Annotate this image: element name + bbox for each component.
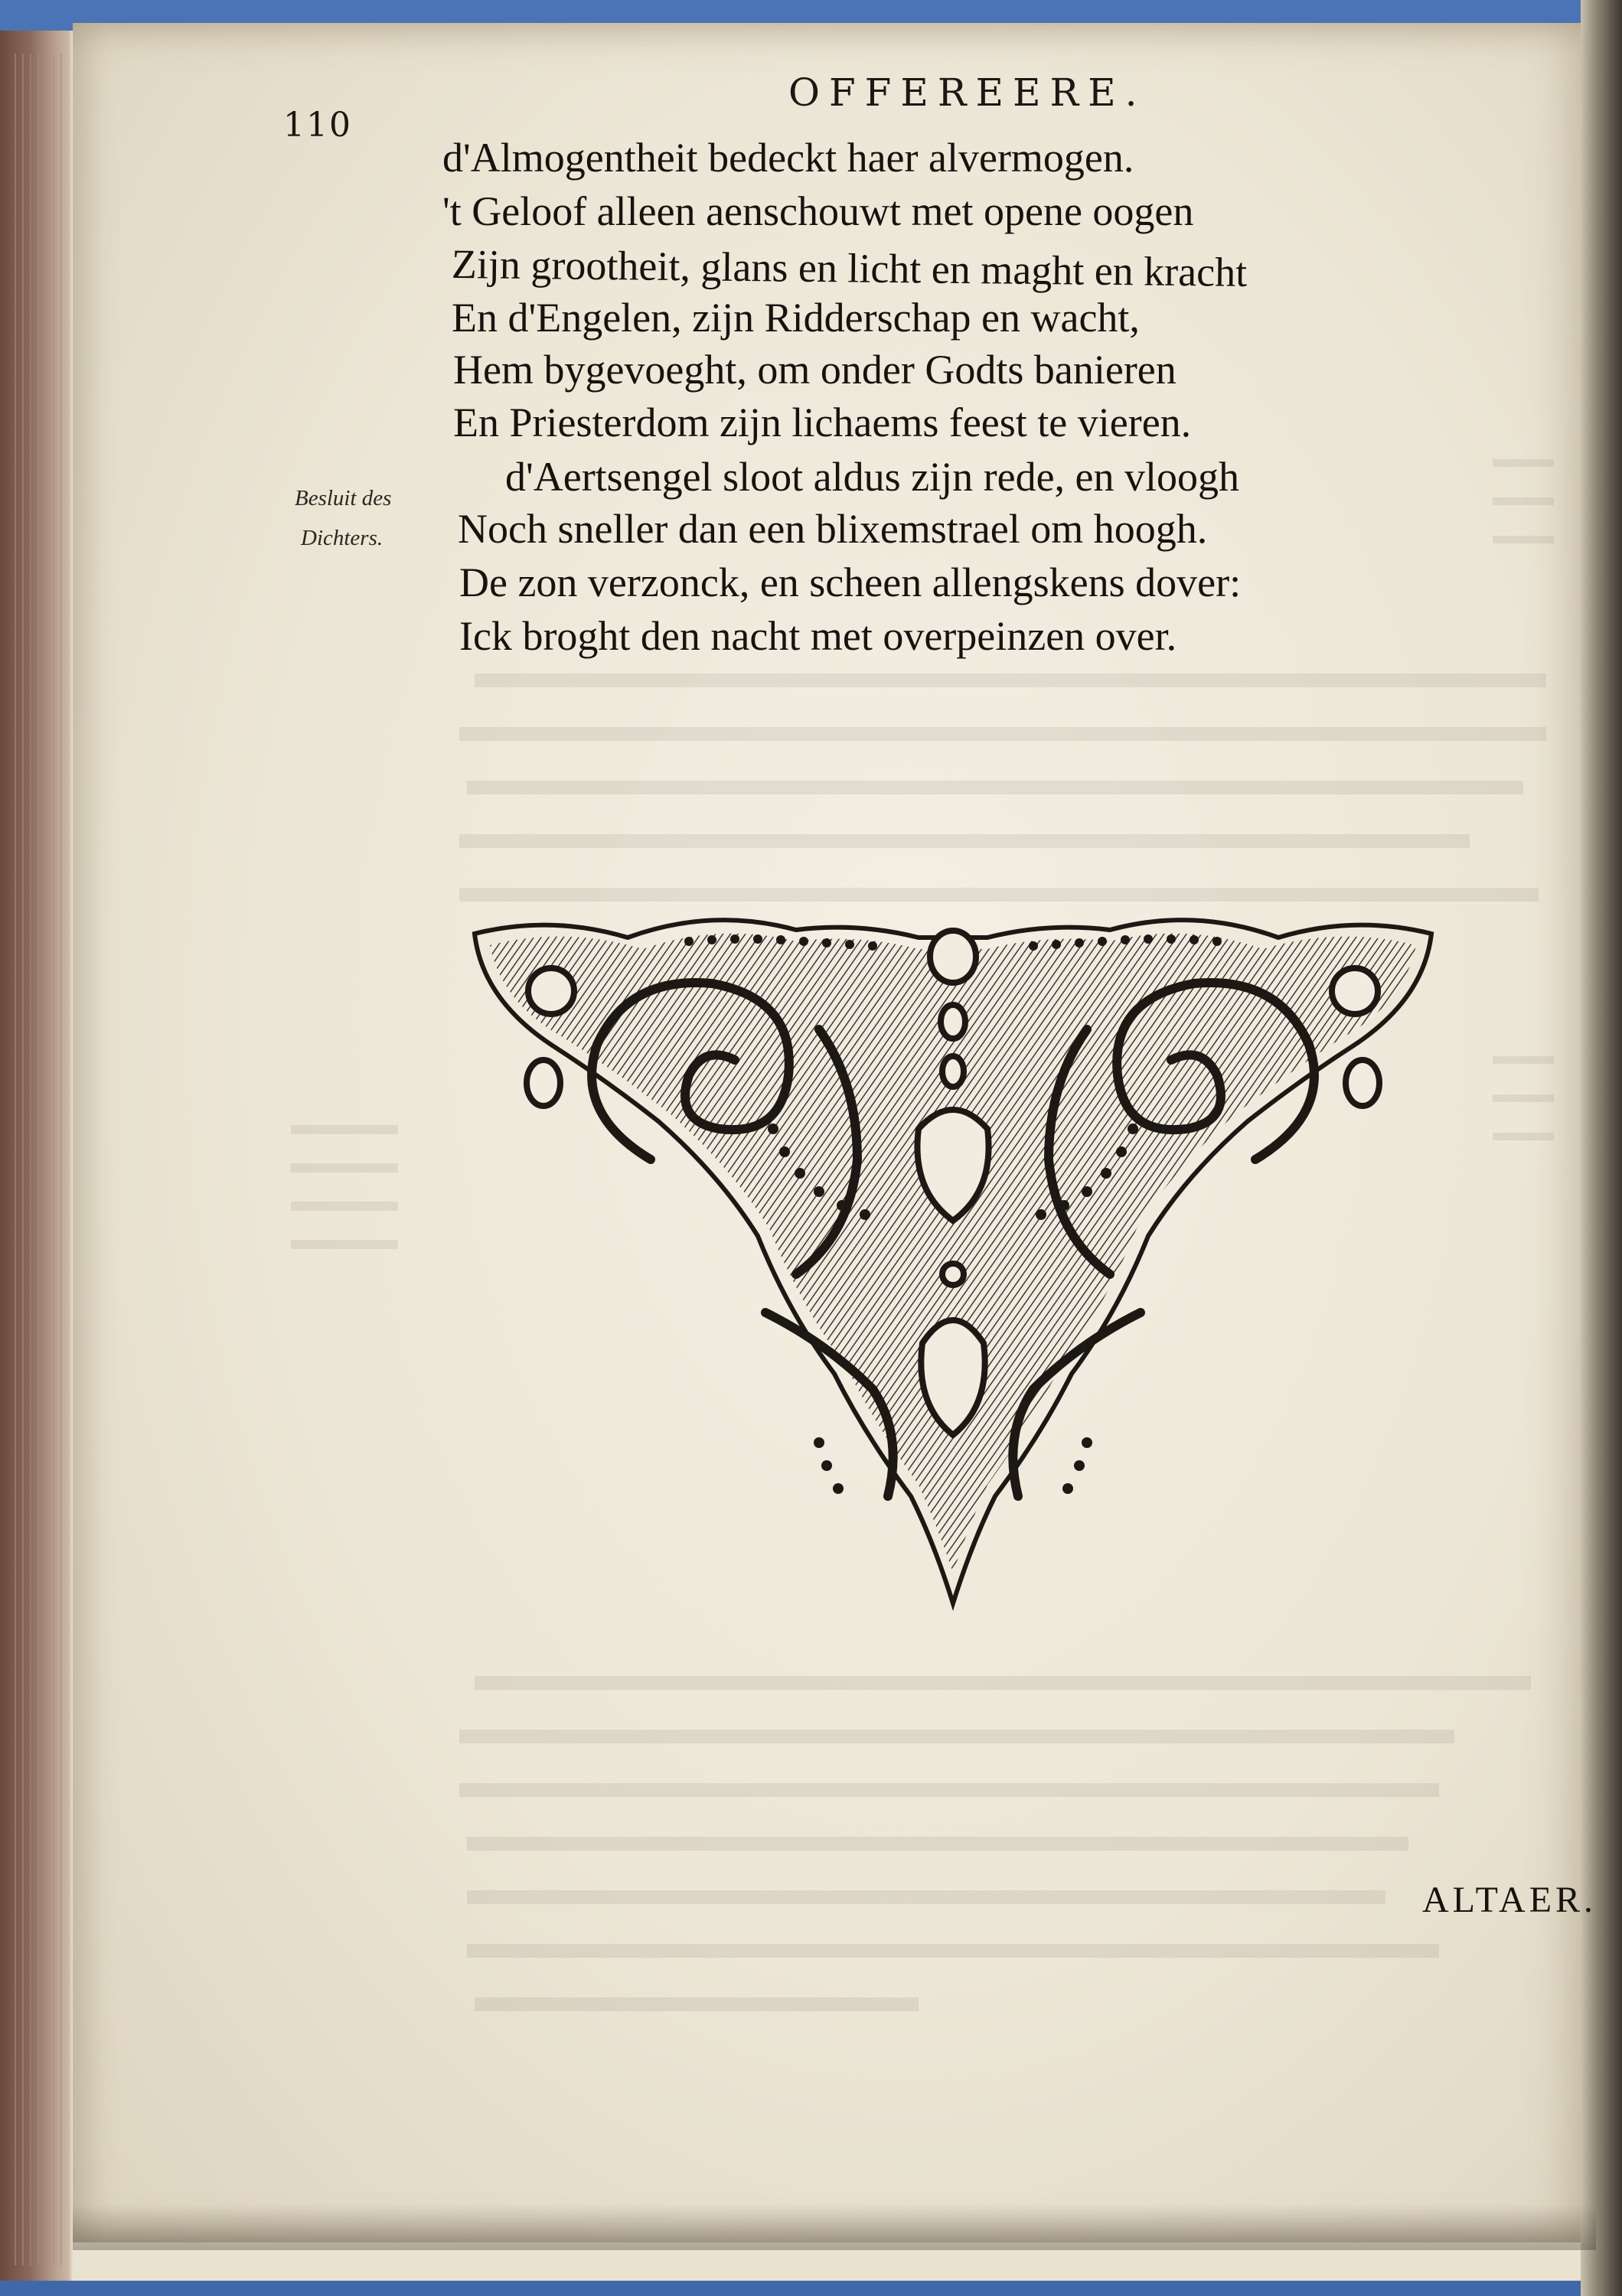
poem-line: d'Aertsengel sloot aldus zijn rede, en vloogh: [505, 454, 1240, 500]
margin-note: [295, 478, 391, 558]
poem-line: Hem bygevoeght, om onder Godts banieren: [453, 347, 1177, 393]
poem-line: d'Almogentheit bedeckt haer alvermogen.: [442, 135, 1134, 181]
poem-line: Noch sneller dan een blixemstrael om hoogh.: [458, 506, 1208, 552]
catchword: ALTAER.: [1422, 1880, 1598, 1920]
running-head: OFFEREERE.: [788, 70, 1147, 115]
poem-line: De zon verzonck, en scheen allengskens dover:: [459, 559, 1242, 605]
page-bottom-shadow: [73, 2204, 1596, 2250]
page-number: 110: [283, 106, 352, 145]
poem-line: Zijn grootheit, glans en licht en maght en kracht: [451, 241, 1248, 295]
tailpiece-ornament: [459, 915, 1447, 1626]
margin-note-line: Dichters.: [301, 526, 383, 550]
poem-line: En Priesterdom zijn lichaems feest te vieren.: [453, 400, 1192, 445]
poem-line: En d'Engelen, zijn Ridderschap en wacht,: [452, 295, 1140, 341]
poem-line: 't Geloof alleen aenschouwt met opene oogen: [442, 188, 1194, 234]
poem-line: Ick broght den nacht met overpeinzen over.: [459, 613, 1177, 659]
margin-note-line: Besluit des: [295, 486, 392, 510]
